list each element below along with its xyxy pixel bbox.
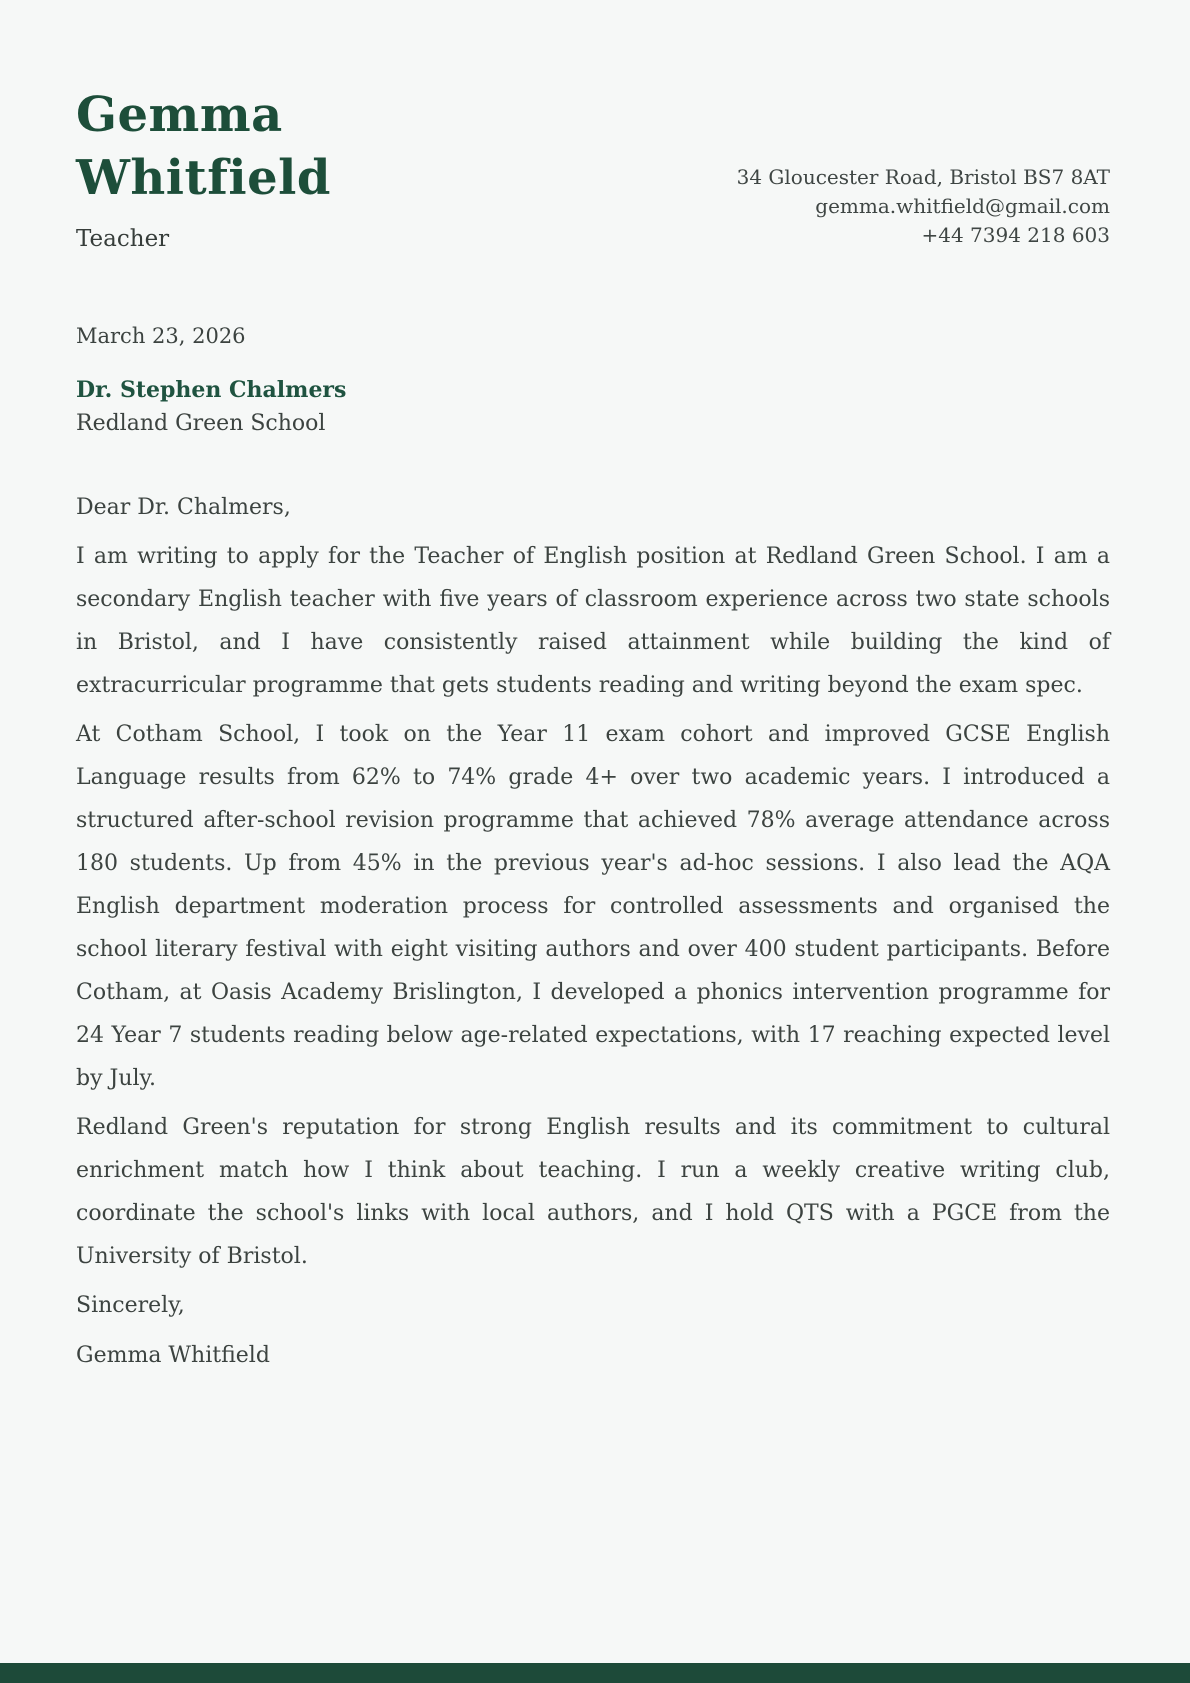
closing: Sincerely, <box>76 1293 185 1318</box>
contact-phone: +44 7394 218 603 <box>921 223 1110 247</box>
letter-date: March 23, 2026 <box>76 324 246 348</box>
recipient-organisation: Redland Green School <box>76 411 326 436</box>
sender-name: Gemma Whitfield <box>76 87 331 206</box>
footer-accent-bar <box>0 1663 1190 1683</box>
letter-body <box>76 486 1110 1377</box>
body-paragraph-1: I am writing to apply for the Teacher of English position at Redland Green School. I am a secondary English teacher with five years of classroom experience across two state schools in Bristol, and I have consistently raised attainment while building the kind of extracurricular programme that gets students reading and writing beyond the exam spec. <box>76 544 1110 698</box>
sender-identity <box>76 84 496 252</box>
salutation: Dear Dr. Chalmers, <box>76 495 291 520</box>
recipient-name: Dr. Stephen Chalmers <box>76 377 347 403</box>
body-paragraph-3: Redland Green's reputation for strong English results and its commitment to cultural enrichment match how I think about teaching. I run a weekly creative writing club, coordinate the school's links with local authors, and I hold QTS with a PGCE from the University of Bristol. <box>76 1115 1110 1269</box>
body-paragraph-2: At Cotham School, I took on the Year 11 exam cohort and improved GCSE English Language results from 62% to 74% grade 4+ over two academic years. I introduced a structured after-school revision programme that achieved 78% average attendance across 180 students. Up from 45% in the previous year's ad-hoc sessions. I also lead the AQA English department moderation process for controlled assessments and organised the school literary festival with eight visiting authors and over 400 student participants. Before Cotham, at Oasis Academy Brislington, I developed a phonics intervention programme for 24 Year 7 students reading below age-related expectations, with 17 reaching expected level by July. <box>76 722 1110 1091</box>
contact-block <box>737 163 1110 252</box>
signature: Gemma Whitfield <box>76 1343 270 1368</box>
closing-block <box>76 1284 1110 1377</box>
sender-job-title: Teacher <box>76 226 170 252</box>
letter-header <box>76 84 1110 252</box>
contact-email: gemma.whitfield@gmail.com <box>815 194 1110 218</box>
recipient-block <box>76 374 1110 440</box>
contact-address: 34 Gloucester Road, Bristol BS7 8AT <box>736 165 1110 189</box>
